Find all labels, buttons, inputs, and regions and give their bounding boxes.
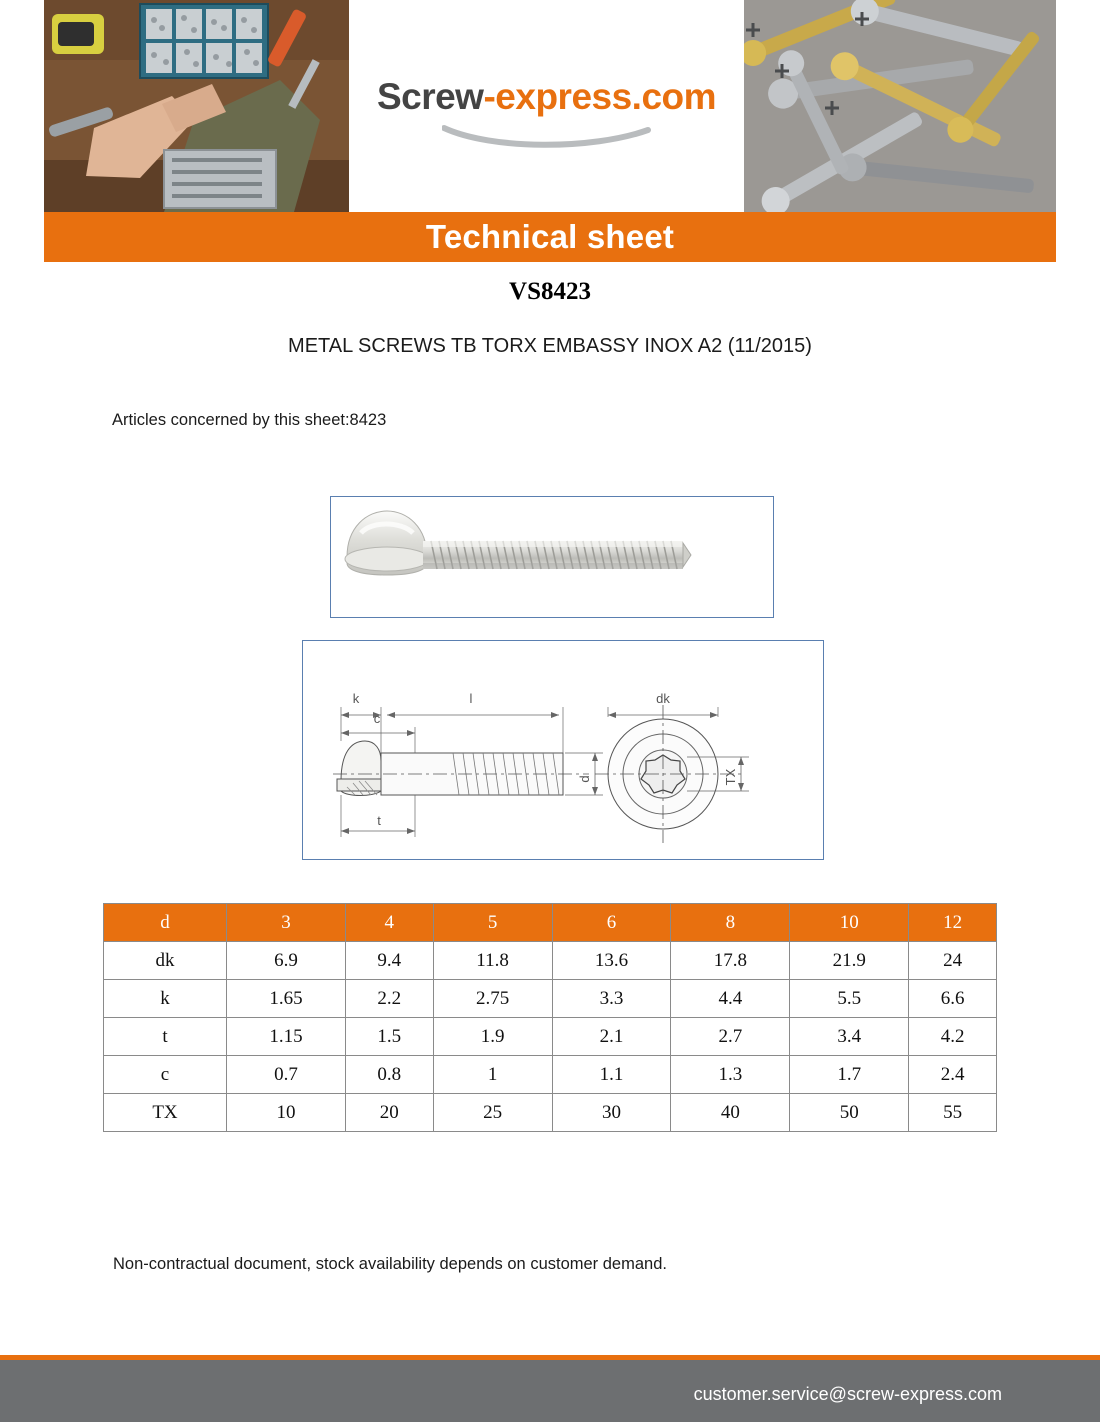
brand-suffix: -express.com (483, 76, 717, 117)
technical-sheet-ribbon (44, 212, 1056, 262)
table-row (104, 980, 997, 1018)
row-label: c (104, 1056, 227, 1094)
table-cell: 1.1 (552, 1056, 671, 1094)
table-row (104, 1056, 997, 1094)
table-cell: 6.9 (227, 942, 346, 980)
reference-code: VS8423 (509, 278, 591, 305)
table-cell: 2.75 (433, 980, 552, 1018)
table-cell: 2.1 (552, 1018, 671, 1056)
contact-email[interactable]: customer.service@screw-express.com (693, 1384, 1002, 1404)
table-cell: 2.2 (345, 980, 433, 1018)
table-cell: 5.5 (790, 980, 909, 1018)
table-header-cell: 5 (433, 904, 552, 942)
table-cell: 1.15 (227, 1018, 346, 1056)
table-cell: 21.9 (790, 942, 909, 980)
table-cell: 25 (433, 1094, 552, 1132)
row-label: k (104, 980, 227, 1018)
table-row (104, 942, 997, 980)
table-cell: 10 (227, 1094, 346, 1132)
table-cell: 55 (909, 1094, 997, 1132)
product-photo-frame (330, 496, 774, 618)
screw-photo-art (331, 497, 771, 615)
disclaimer-text: Non-contractual document, stock availability depends on customer demand. (113, 1255, 667, 1273)
table-cell: 0.7 (227, 1056, 346, 1094)
row-label: t (104, 1018, 227, 1056)
table-cell: 50 (790, 1094, 909, 1132)
table-cell: 2.7 (671, 1018, 790, 1056)
table-header-cell: 3 (227, 904, 346, 942)
label-tx: TX (723, 768, 738, 786)
workbench-photo (44, 0, 349, 212)
row-label: dk (104, 942, 227, 980)
table-header-cell: 6 (552, 904, 671, 942)
table-cell: 1.9 (433, 1018, 552, 1056)
dimension-drawing-frame (302, 640, 824, 860)
table-cell: 20 (345, 1094, 433, 1132)
table-header-cell: 8 (671, 904, 790, 942)
articles-concerned: Articles concerned by this sheet:8423 (112, 411, 387, 429)
table-cell: 1.7 (790, 1056, 909, 1094)
table-cell: 3.3 (552, 980, 671, 1018)
table-row (104, 1018, 997, 1056)
table-cell: 9.4 (345, 942, 433, 980)
dimensions-table (103, 903, 997, 1132)
footer-bar (0, 1360, 1100, 1422)
table-cell: 13.6 (552, 942, 671, 980)
table-cell: 3.4 (790, 1018, 909, 1056)
table-row (104, 1094, 997, 1132)
table-cell: 1.65 (227, 980, 346, 1018)
table-cell: 2.4 (909, 1056, 997, 1094)
table-cell: 24 (909, 942, 997, 980)
workbench-photo-art (44, 0, 349, 212)
table-cell: 1.3 (671, 1056, 790, 1094)
swoosh-icon (442, 124, 652, 150)
label-k: k (352, 691, 360, 706)
table-cell: 40 (671, 1094, 790, 1132)
table-cell: 6.6 (909, 980, 997, 1018)
table-cell: 11.8 (433, 942, 552, 980)
table-cell: 17.8 (671, 942, 790, 980)
label-dk: dk (656, 691, 670, 706)
screws-pile-art (744, 0, 1056, 212)
table-cell: 0.8 (345, 1056, 433, 1094)
table-cell: 30 (552, 1094, 671, 1132)
screws-pile-photo (744, 0, 1056, 212)
table-header-cell: 4 (345, 904, 433, 942)
brand-wordmark (349, 76, 744, 118)
table-header-cell: 12 (909, 904, 997, 942)
label-t: t (377, 813, 381, 828)
dimension-drawing-art (303, 641, 821, 857)
table-cell: 4.4 (671, 980, 790, 1018)
row-label: TX (104, 1094, 227, 1132)
ribbon-title: Technical sheet (425, 218, 675, 255)
table-header-cell: 10 (790, 904, 909, 942)
table-header-cell: d (104, 904, 227, 942)
brand-block (349, 0, 744, 212)
table-cell: 1 (433, 1056, 552, 1094)
label-d: d (577, 775, 592, 783)
table-header-row (104, 904, 997, 942)
brand-prefix: Screw (376, 76, 484, 117)
product-title: METAL SCREWS TB TORX EMBASSY INOX A2 (11/2015) (288, 335, 812, 357)
page-header (44, 0, 1056, 262)
table-cell: 4.2 (909, 1018, 997, 1056)
table-cell: 1.5 (345, 1018, 433, 1056)
label-l: l (469, 691, 473, 706)
label-c: c (373, 711, 381, 726)
